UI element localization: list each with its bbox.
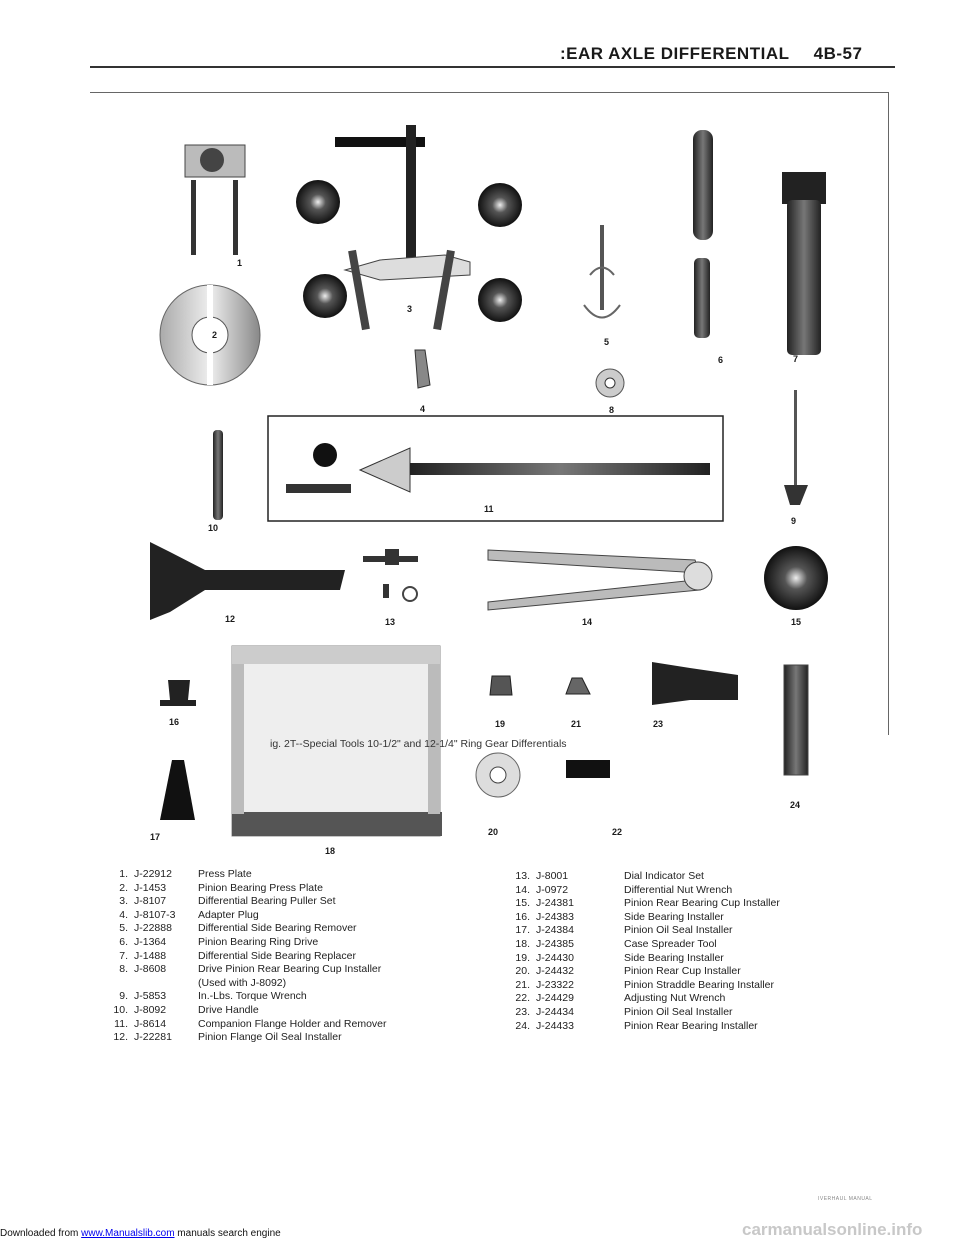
legend-description: Differential Side Bearing Remover xyxy=(198,922,357,935)
legend-part-number: J-1453 xyxy=(134,881,167,894)
legend-row xyxy=(98,1004,387,1018)
legend-number: 20. xyxy=(515,965,530,978)
callout-6: 6 xyxy=(718,355,724,365)
tool-2-press-plate xyxy=(160,285,260,385)
callout-11: 11 xyxy=(484,504,494,514)
legend-description: Differential Bearing Puller Set xyxy=(198,895,336,908)
legend-row xyxy=(98,936,387,950)
legend-number: 14. xyxy=(515,883,530,896)
callout-17: 17 xyxy=(150,832,161,842)
overhaul-manual-label: IVERHAUL MANUAL xyxy=(818,1196,873,1202)
legend-part-number: J-8001 xyxy=(536,870,569,882)
tool-4-adapter-plug xyxy=(415,350,430,388)
legend-row xyxy=(500,1020,780,1034)
legend-part-number: J-8614 xyxy=(134,1017,167,1030)
legend-number: 11. xyxy=(114,1017,128,1030)
tool-12-seal-installer xyxy=(150,542,345,620)
legend-description: Side Bearing Installer xyxy=(624,951,724,964)
legend-number: 24. xyxy=(515,1019,530,1032)
legend-description: In.-Lbs. Torque Wrench xyxy=(198,990,307,1003)
tool-24-bearing-installer xyxy=(784,665,808,775)
tool-3-puller-set xyxy=(296,125,522,330)
legend-part-number: J-22281 xyxy=(134,1031,172,1044)
legend-row xyxy=(500,884,780,898)
legend-part-number: J-23322 xyxy=(536,978,574,991)
legend-description: Pinion Rear Bearing Installer xyxy=(624,1019,758,1032)
legend-description: Adjusting Nut Wrench xyxy=(624,992,726,1005)
legend-description: Pinion Straddle Bearing Installer xyxy=(624,978,775,991)
tool-16-bearing-installer xyxy=(160,680,196,706)
legend-number: 3. xyxy=(119,895,128,908)
legend-row xyxy=(98,1018,387,1032)
callout-1: 1 xyxy=(237,258,243,268)
tool-5-bearing-remover xyxy=(584,225,620,318)
watermark: carmanualsonline.info xyxy=(742,1220,923,1239)
legend-number: 19. xyxy=(515,951,530,964)
legend-left xyxy=(98,868,387,1045)
legend-row xyxy=(98,1031,387,1045)
legend-number: 21. xyxy=(515,978,530,991)
header-title: :EAR AXLE DIFFERENTIAL xyxy=(560,44,790,63)
legend-row xyxy=(500,1006,780,1020)
legend-description: Dial Indicator Set xyxy=(624,870,704,882)
figure-caption: ig. 2T--Special Tools 10-1/2" and 12-1/4" Ring Gear Differentials xyxy=(270,738,567,750)
legend-description: Case Spreader Tool xyxy=(624,937,717,950)
callout-8: 8 xyxy=(609,405,615,415)
legend-row xyxy=(500,938,780,952)
legend-part-number: J-8092 xyxy=(134,1003,167,1016)
legend-number: 10. xyxy=(113,1003,128,1016)
callout-22: 22 xyxy=(612,827,623,837)
legend-row xyxy=(500,965,780,979)
callout-20: 20 xyxy=(488,827,499,837)
legend-row xyxy=(98,990,387,1004)
legend-part-number: J-24430 xyxy=(536,951,574,964)
legend-row xyxy=(98,950,387,964)
legend-row xyxy=(500,979,780,993)
download-notice xyxy=(0,1228,281,1239)
legend-description: (Used with J-8092) xyxy=(198,976,287,989)
legend-number: 15. xyxy=(515,897,530,910)
legend-part-number: J-24432 xyxy=(536,965,574,978)
callout-9: 9 xyxy=(791,516,797,526)
legend-part-number: J-22912 xyxy=(134,868,172,880)
tool-13-dial-indicator xyxy=(363,549,418,601)
legend-description: Drive Handle xyxy=(198,1003,259,1016)
header-page-number: 4B-57 xyxy=(813,44,863,63)
legend-number: 16. xyxy=(515,910,530,923)
legend-part-number: J-24434 xyxy=(536,1005,574,1018)
legend-part-number xyxy=(128,977,194,991)
legend-row xyxy=(98,868,387,882)
tool-19-side-bearing-installer xyxy=(490,676,512,695)
callout-16: 16 xyxy=(169,717,180,727)
callout-3: 3 xyxy=(407,304,413,314)
download-suffix: manuals search engine xyxy=(174,1228,281,1239)
tool-1-press-plate xyxy=(185,145,245,255)
legend-row xyxy=(98,882,387,896)
callout-19: 19 xyxy=(495,719,506,729)
callout-7: 7 xyxy=(793,354,799,364)
tool-6-ring-drive xyxy=(693,130,713,338)
legend-row xyxy=(98,909,387,923)
legend-description: Differential Side Bearing Replacer xyxy=(198,949,356,962)
tool-21-straddle-installer xyxy=(566,678,590,694)
tool-15-cup-installer xyxy=(764,546,828,610)
legend-part-number: J-8107 xyxy=(134,895,167,908)
legend-number: 8. xyxy=(119,963,128,976)
tool-22-adjusting-wrench xyxy=(566,760,610,778)
tool-14-nut-wrench xyxy=(488,550,712,610)
callout-5: 5 xyxy=(604,337,610,347)
tool-7-bearing-replacer xyxy=(782,172,826,355)
legend-description: Pinion Rear Bearing Cup Installer xyxy=(624,897,780,910)
legend-number: 1. xyxy=(119,868,128,880)
legend-description: Pinion Oil Seal Installer xyxy=(624,924,733,937)
legend-number: 2. xyxy=(119,881,128,894)
legend-number: 9. xyxy=(119,990,128,1003)
callout-13: 13 xyxy=(385,617,396,627)
legend-number: 6. xyxy=(119,935,128,948)
legend-row xyxy=(500,911,780,925)
legend-description: Adapter Plug xyxy=(198,908,259,921)
legend-number: 12. xyxy=(113,1031,128,1044)
legend-number: 7. xyxy=(119,949,128,962)
legend-right xyxy=(500,870,780,1033)
manualslib-link[interactable]: www.Manualslib.com xyxy=(81,1228,175,1239)
legend-row xyxy=(500,992,780,1006)
callout-23: 23 xyxy=(653,719,664,729)
legend-description: Pinion Oil Seal Installer xyxy=(624,1005,733,1018)
legend-number: 22. xyxy=(515,992,530,1005)
callout-18: 18 xyxy=(325,846,336,856)
legend-row xyxy=(500,897,780,911)
callout-15: 15 xyxy=(791,617,802,627)
legend-row xyxy=(98,977,387,991)
legend-number: 23. xyxy=(515,1005,530,1018)
callout-12: 12 xyxy=(225,614,236,624)
legend-number: 13. xyxy=(515,870,530,882)
callout-4: 4 xyxy=(420,404,426,414)
legend-row xyxy=(500,870,780,884)
legend-row xyxy=(98,895,387,909)
legend-description: Side Bearing Installer xyxy=(624,910,724,923)
callout-21: 21 xyxy=(571,719,582,729)
legend-number xyxy=(98,977,128,991)
tool-20-cup-installer xyxy=(476,753,520,797)
legend-number: 5. xyxy=(119,922,128,935)
legend-number: 4. xyxy=(119,908,128,921)
legend-description: Differential Nut Wrench xyxy=(624,883,733,896)
legend-part-number: J-24429 xyxy=(536,992,574,1005)
legend-row xyxy=(98,922,387,936)
legend-description: Pinion Bearing Press Plate xyxy=(198,881,323,894)
legend-part-number: J-8608 xyxy=(134,963,167,976)
legend-part-number: J-1364 xyxy=(134,935,167,948)
tool-11-flange-holder xyxy=(268,416,723,521)
legend-part-number: J-8107-3 xyxy=(134,908,176,921)
tool-8-cup-installer xyxy=(596,369,624,397)
legend-row xyxy=(500,924,780,938)
tool-9-torque-wrench xyxy=(784,390,808,505)
legend-number: 17. xyxy=(515,924,530,937)
legend-part-number: J-24384 xyxy=(536,924,574,937)
download-prefix: Downloaded from xyxy=(0,1228,82,1239)
callout-2: 2 xyxy=(212,330,218,340)
legend-description: Companion Flange Holder and Remover xyxy=(198,1017,387,1030)
tool-10-drive-handle xyxy=(213,430,223,520)
legend-part-number: J-24381 xyxy=(536,897,574,910)
legend-part-number: J-24383 xyxy=(536,910,574,923)
legend-part-number: J-1488 xyxy=(134,949,167,962)
legend-part-number: J-24433 xyxy=(536,1019,574,1032)
legend-part-number: J-24385 xyxy=(536,937,574,950)
callout-10: 10 xyxy=(208,523,219,533)
legend-row xyxy=(500,952,780,966)
legend-part-number: J-0972 xyxy=(536,883,569,896)
legend-description: Pinion Rear Cup Installer xyxy=(624,965,741,978)
legend-part-number: J-5853 xyxy=(134,990,167,1003)
legend-description: Drive Pinion Rear Bearing Cup Installer xyxy=(198,963,382,976)
legend-part-number: J-22888 xyxy=(134,922,172,935)
callout-24: 24 xyxy=(790,800,801,810)
legend-row xyxy=(98,963,387,977)
legend-description: Pinion Flange Oil Seal Installer xyxy=(198,1031,342,1044)
legend-description: Press Plate xyxy=(198,868,252,880)
tool-17-seal-installer xyxy=(160,760,195,820)
callout-14: 14 xyxy=(582,617,593,627)
legend-description: Pinion Bearing Ring Drive xyxy=(198,935,319,948)
legend-number: 18. xyxy=(515,937,530,950)
tool-23-seal-installer xyxy=(652,662,738,705)
